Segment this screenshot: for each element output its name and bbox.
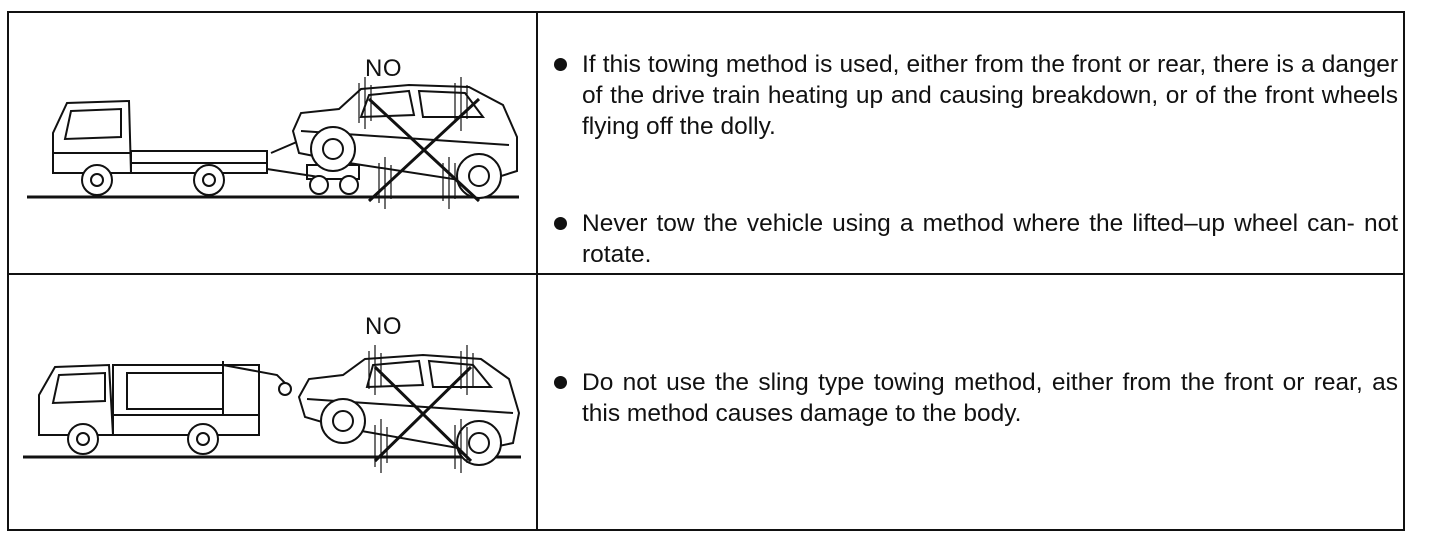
column-divider: [536, 13, 538, 529]
bullet-text: If this towing method is used, either from the front or rear, there is a danger of the drive train heating up and causing breakdown, or of the front wheels flying off the dolly.: [582, 51, 1398, 140]
row-2-text: [544, 275, 1404, 531]
flatbed-truck-dolly-tow-car-icon: [9, 13, 536, 271]
bullet-text: Do not use the sling type towing method, either from the front or rear, as this method causes damage to the body.: [582, 369, 1398, 427]
row-2-illustration: [9, 275, 536, 533]
row-1-illustration: [9, 13, 536, 271]
row-1-text: [544, 13, 1404, 271]
bullet-text: Never tow the vehicle using a method where the lifted–up wheel can- not rotate.: [582, 210, 1398, 268]
sling-tow-truck-car-icon: [9, 275, 536, 533]
bullet-icon: [554, 376, 567, 389]
towing-caution-table: [7, 11, 1405, 531]
no-label: NO: [365, 55, 402, 82]
bullet-icon: [554, 58, 567, 71]
bullet-icon: [554, 217, 567, 230]
no-label: NO: [365, 313, 402, 340]
